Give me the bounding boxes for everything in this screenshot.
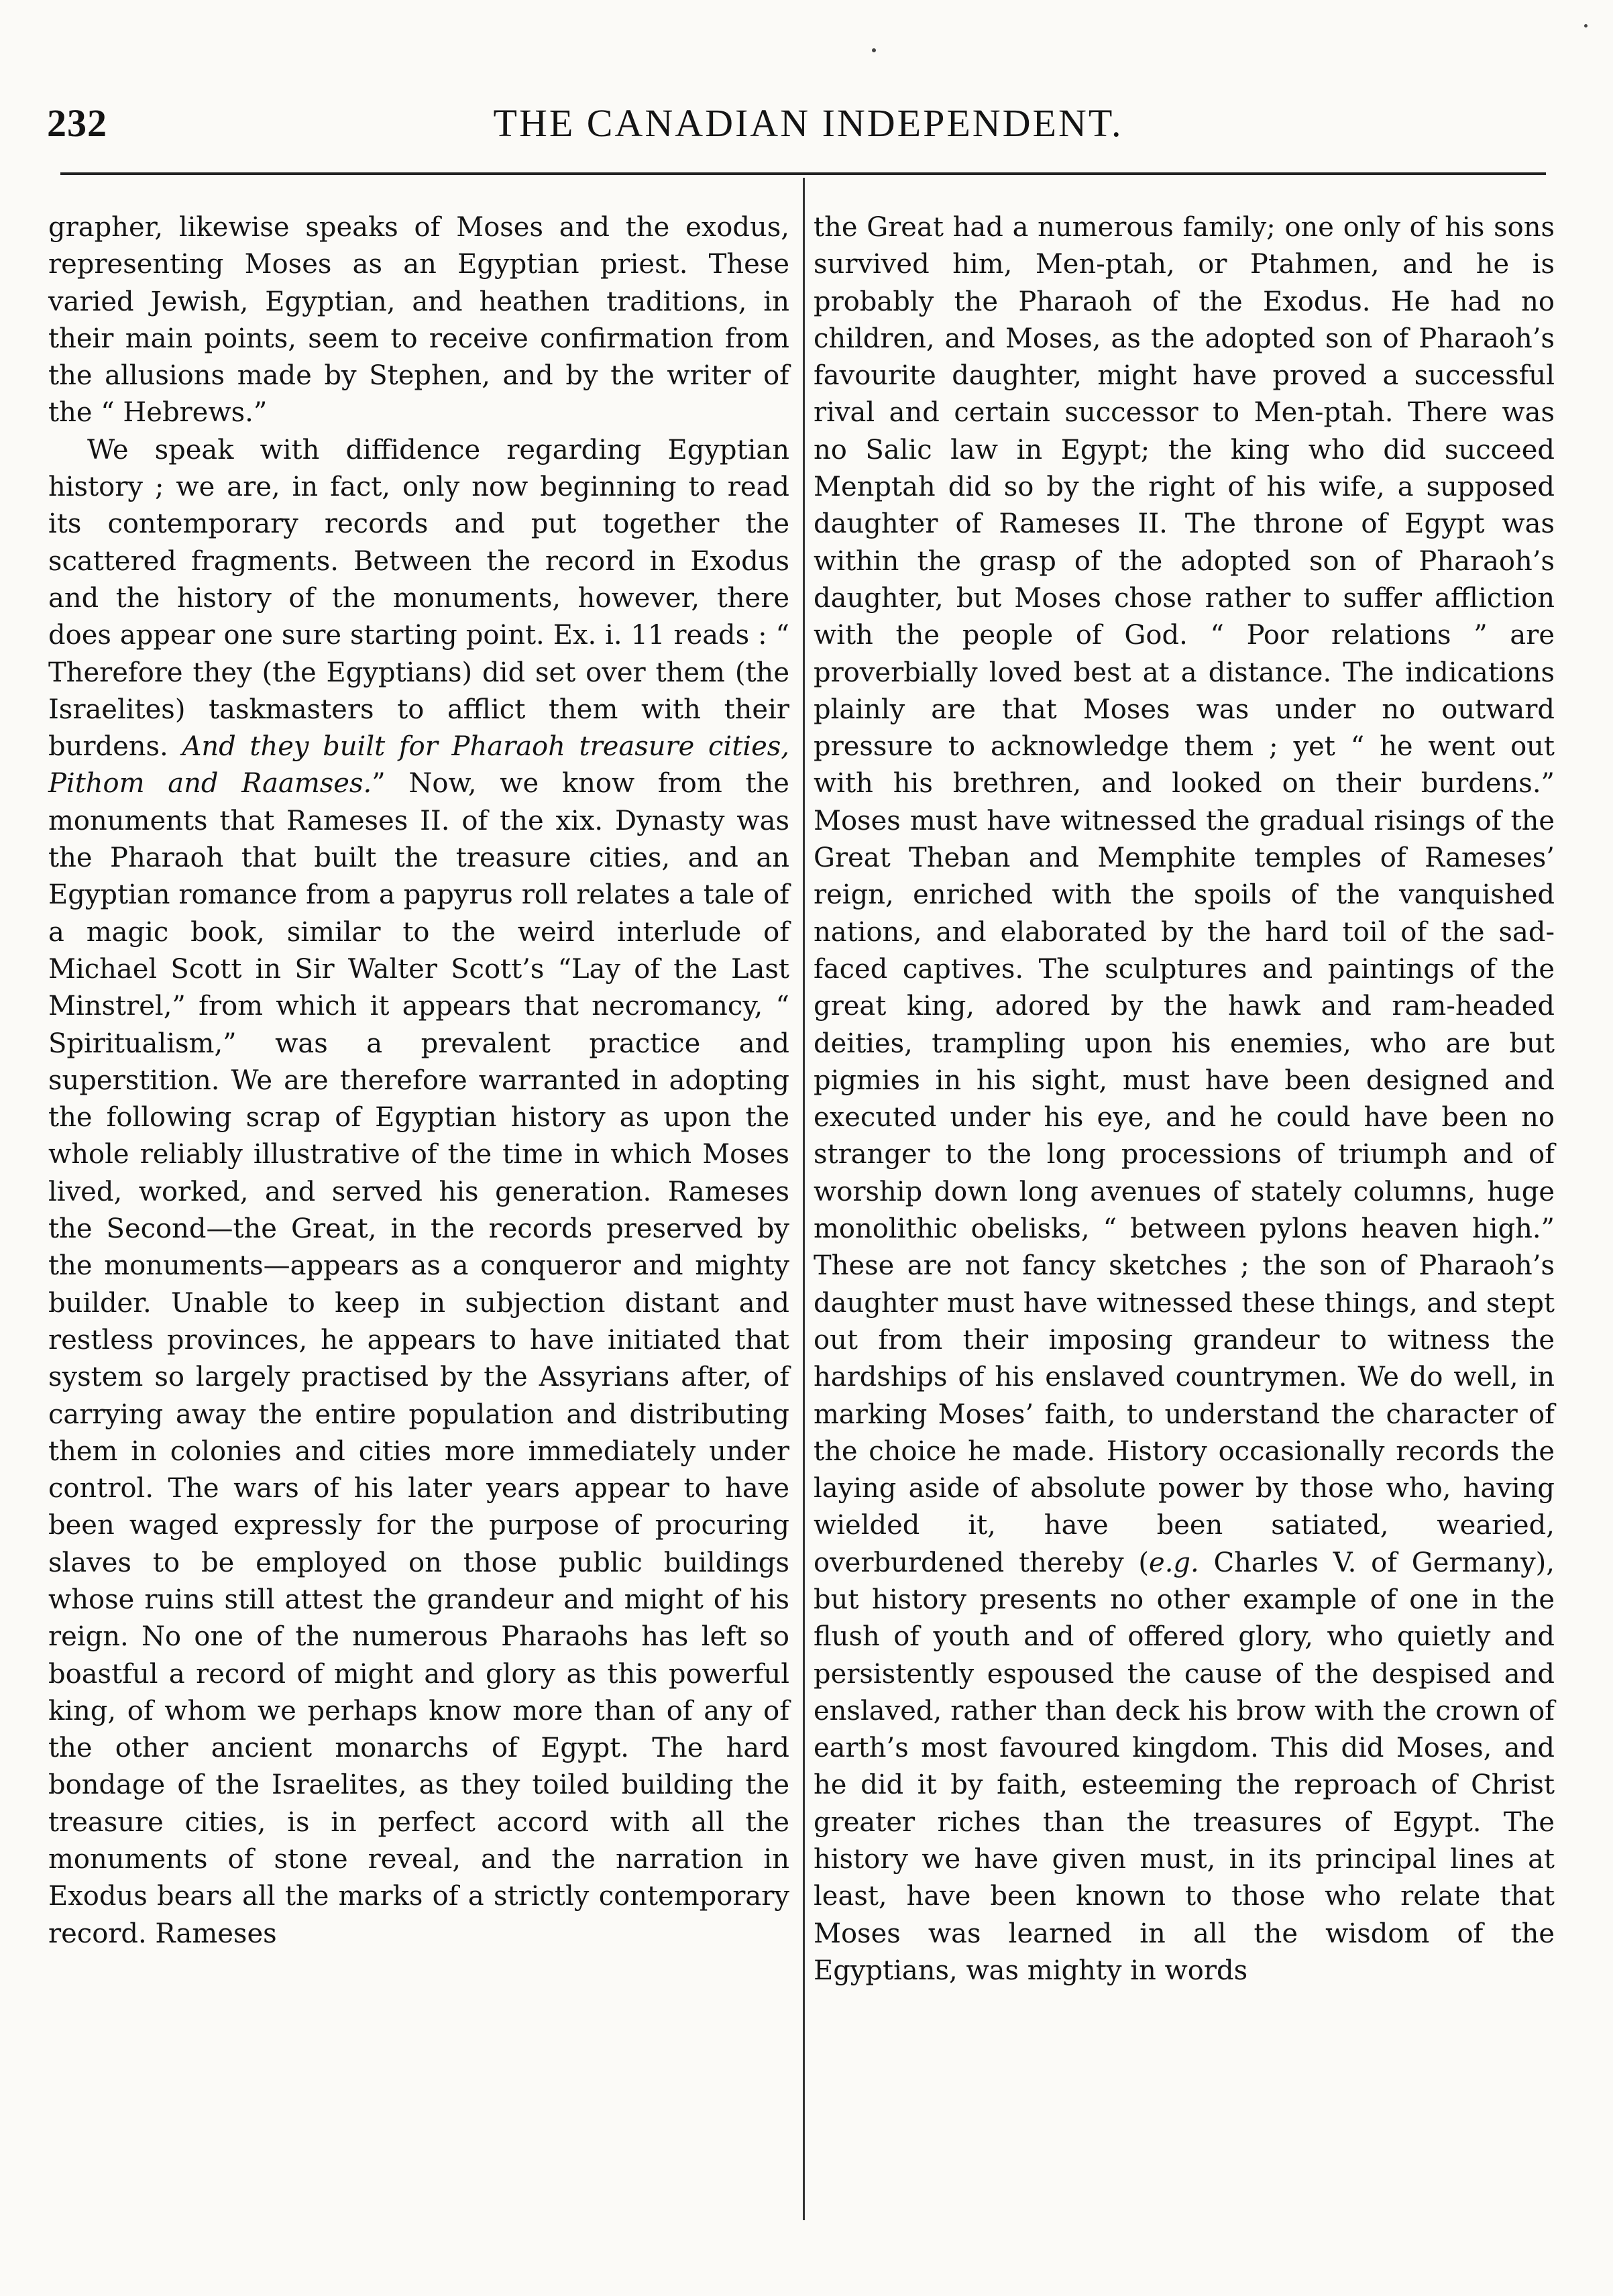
italic-abbreviation: e.g.: [1149, 1547, 1199, 1578]
paragraph: [48, 432, 789, 1953]
left-column: [48, 209, 789, 1953]
print-speck: [872, 48, 876, 52]
paragraph: [814, 209, 1555, 1989]
page-header: [47, 101, 1569, 161]
print-speck: [1584, 24, 1588, 28]
paragraph-text: Charles V. of Germany), but history presents no other example of one in the flush of youth and of offered glory, who quietly and persistently espoused the cause of the despised and enslaved, rather than deck his brow with the crown of earth’s most favoured kingdom. This did Moses, and he did it by faith, esteeming the reproach of Christ greater riches than the treasures of Egypt. The history we have given must, in its principal lines at least, have been known to those who relate that Moses was learned in all the wisdom of the Egyptians, was mighty in words: [814, 1547, 1555, 1986]
paragraph-text: We speak with diffidence regarding Egyptian history ; we are, in fact, only now beginning to read its contemporary records and put together the scattered fragments. Between the record in Exodus and the history of the monuments, however, there does appear one sure starting point. Ex. i. 11 reads : “ Therefore they (the Egyptians) did set over them (the Israelites) taskmasters to afflict them with their burdens.: [48, 434, 789, 763]
italic-quote: And they built for Pharaoh treasure cities, Pithom and Raamses.: [48, 731, 790, 800]
paragraph-text: ” Now, we know from the monuments that Rameses II. of the xix. Dynasty was the Pharaoh that built the treasure cities, and an Egyptian romance from a papyrus roll relates a tale of a magic book, similar to the weird interlude of Michael Scott in Sir Walter Scott’s “Lay of the Last Minstrel,” from which it appears that necromancy, “ Spiritualism,” was a prevalent practice and superstition. We are therefore warranted in adopting the following scrap of Egyptian history as upon the whole reliably illustrative of the time in which Moses lived, worked, and served his generation. Rameses the Second—the Great, in the records preserved by the monuments—appears as a conqueror and mighty builder. Unable to keep in subjection distant and restless provinces, he appears to have initiated that system so largely practised by the Assyrians after, of carrying away the entire population and distributing them in colonies and cities more immediately under control. The wars of his later years appear to have been waged expressly for the purpose of procuring slaves to be employed on those public buildings whose ruins still attest the grandeur and might of his reign. No one of the numerous Pharaohs has left so boastful a record of might and glory as this powerful king, of whom we perhaps know more than of any of the other ancient monarchs of Egypt. The hard bondage of the Israelites, as they toiled building the treasure cities, is in perfect accord with all the monuments of stone reveal, and the narration in Exodus bears all the marks of a strictly contemporary record. Rameses: [48, 768, 789, 1949]
right-column: [814, 209, 1555, 1989]
column-divider: [803, 178, 805, 2220]
paragraph-text: the Great had a numerous family; one only of his sons survived him, Men-ptah, or Ptahmen, and he is probably the Pharaoh of the Exodus. He had no children, and Moses, as the adopted son of Pharaoh’s favourite daughter, might have proved a successful rival and certain successor to Men-ptah. There was no Salic law in Egypt; the king who did succeed Menptah did so by the right of his wife, a supposed daughter of Rameses II. The throne of Egypt was within the grasp of the adopted son of Pharaoh’s daughter, but Moses chose rather to suffer affliction with the people of God. “ Poor relations ” are proverbially loved best at a distance. The indications plainly are that Moses was under no outward pressure to acknowledge them ; yet “ he went out with his brethren, and looked on their burdens.” Moses must have witnessed the gradual risings of the Great Theban and Memphite temples of Rameses’ reign, enriched with the spoils of the vanquished nations, and elaborated by the hard toil of the sad-faced captives. The sculptures and paintings of the great king, adored by the hawk and ram-headed deities, trampling upon his enemies, who are but pigmies in his sight, must have been designed and executed under his eye, and he could have been no stranger to the long processions of triumph and of worship down long avenues of stately columns, huge monolithic obelisks, “ between pylons heaven high.” These are not fancy sketches ; the son of Pharaoh’s daughter must have witnessed these things, and stept out from their imposing grandeur to witness the hardships of his enslaved countrymen. We do well, in marking Moses’ faith, to understand the character of the choice he made. History occasionally records the laying aside of absolute power by those who, having wielded it, have been satiated, wearied, overburdened thereby (: [814, 212, 1555, 1578]
paragraph: grapher, likewise speaks of Moses and the exodus, representing Moses as an Egyptian priest. These varied Jewish, Egyptian, and heathen traditions, in their main points, seem to receive confirmation from the allusions made by Stephen, and by the writer of the “ Hebrews.”: [48, 212, 789, 429]
running-head: THE CANADIAN INDEPENDENT.: [493, 101, 1123, 145]
page-number: 232: [47, 101, 107, 145]
header-rule: [60, 172, 1546, 175]
